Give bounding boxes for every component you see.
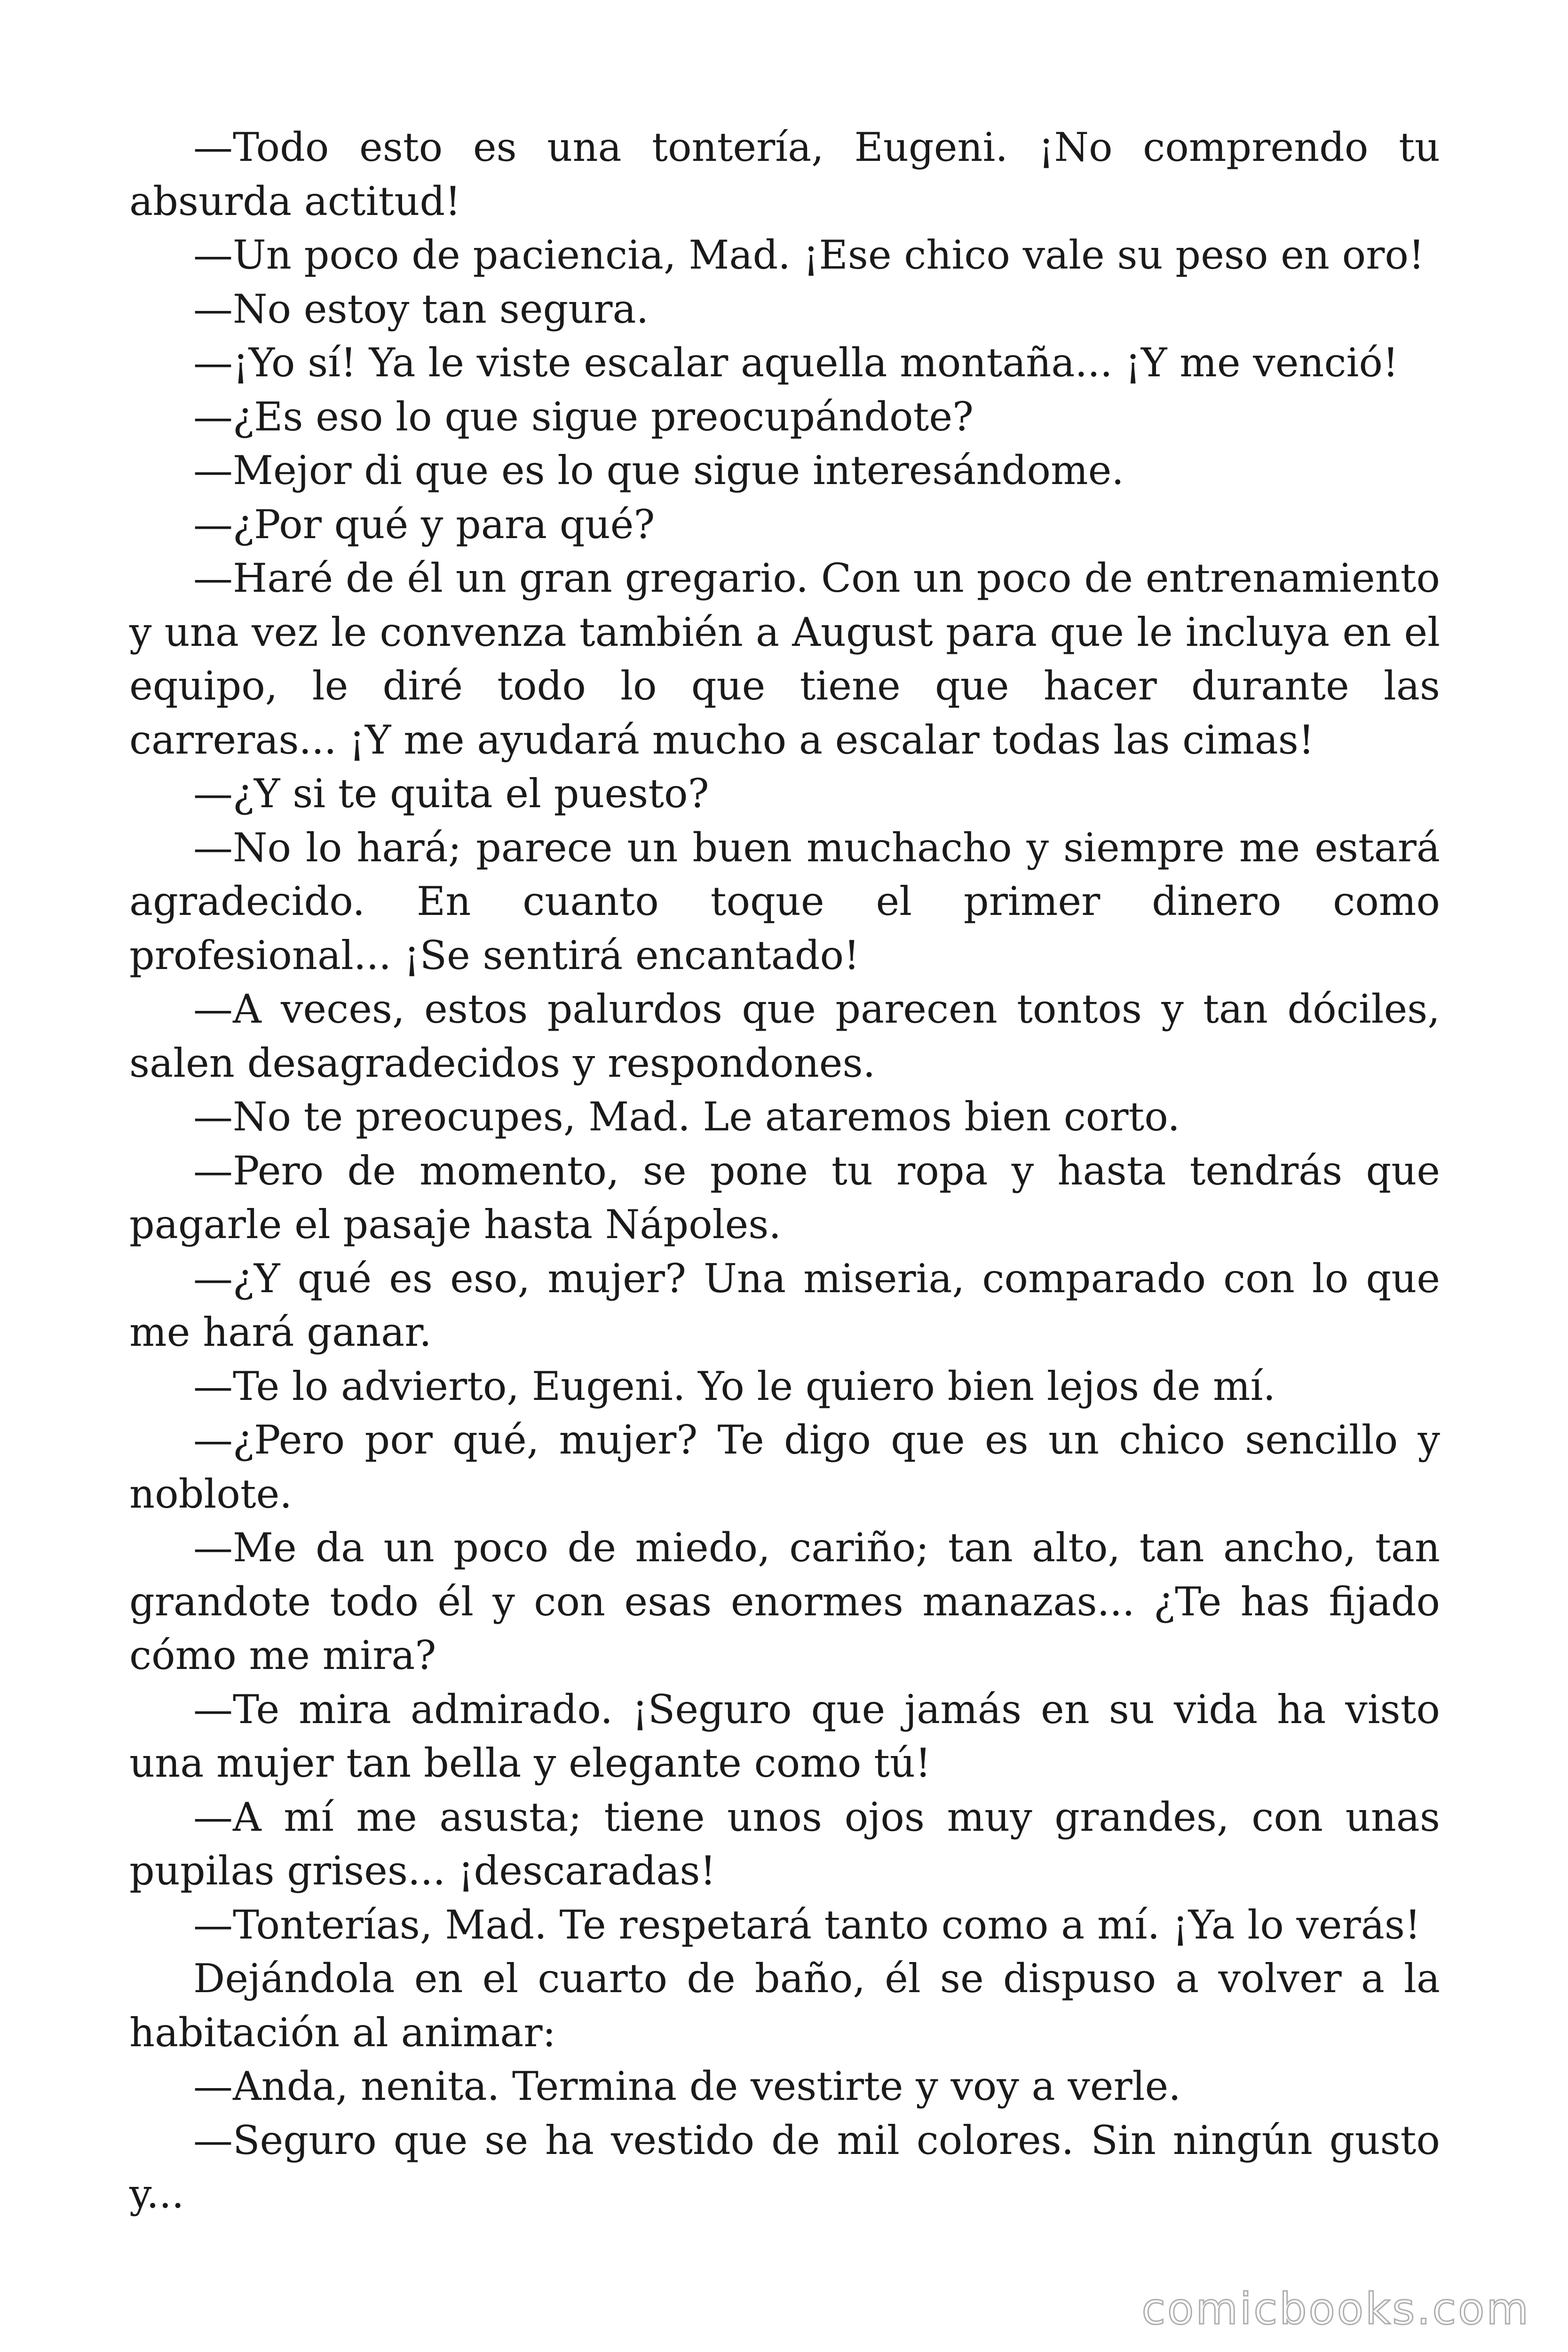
paragraph: Dejándola en el cuarto de baño, él se dispuso a volver a la habitación al animar: [129, 1955, 1440, 2056]
paragraph: —A mí me asusta; tiene unos ojos muy grandes, con unas pupilas grises... ¡descaradas! [129, 1794, 1440, 1894]
paragraph: —Pero de momento, se pone tu ropa y hasta tendrás que pagarle el pasaje hasta Nápoles. [129, 1147, 1440, 1248]
paragraph: —Haré de él un gran gregario. Con un poco de entrenamiento y una vez le convenza también a August para que le incluya en el equipo, le diré todo lo que tiene que hacer durante las carreras... ¡Y me ayudará mucho a escalar todas las cimas! [129, 555, 1440, 763]
paragraph: —No lo hará; parece un buen muchacho y siempre me estará agradecido. En cuanto toque el primer dinero como profesional... ¡Se sentirá encantado! [129, 824, 1440, 978]
paragraph: —¿Por qué y para qué? [193, 501, 655, 548]
watermark-logo: comicbooks.com [1141, 2284, 1530, 2334]
paragraph: —¡Yo sí! Ya le viste escalar aquella montaña... ¡Y me venció! [193, 340, 1399, 386]
paragraph: —Te lo advierto, Eugeni. Yo le quiero bien lejos de mí. [193, 1363, 1276, 1409]
paragraph: —Me da un poco de miedo, cariño; tan alto, tan ancho, tan grandote todo él y con esas enormes manazas... ¿Te has fijado cómo me mira? [129, 1525, 1440, 1678]
paragraph: —Un poco de paciencia, Mad. ¡Ese chico vale su peso en oro! [193, 232, 1425, 278]
paragraph: —¿Y si te quita el puesto? [193, 771, 709, 817]
paragraph: —Te mira admirado. ¡Seguro que jamás en su vida ha visto una mujer tan bella y elegante como tú! [129, 1686, 1440, 1786]
paragraph: —Anda, nenita. Termina de vestirte y voy a verle. [193, 2063, 1181, 2109]
body-text [129, 120, 1440, 2221]
paragraph: —Mejor di que es lo que sigue interesándome. [193, 447, 1125, 493]
paragraph: —No te preocupes, Mad. Le ataremos bien corto. [193, 1094, 1180, 1140]
paragraph: —Seguro que se ha vestido de mil colores. Sin ningún gusto y... [129, 2117, 1440, 2217]
paragraph: —Todo esto es una tontería, Eugeni. ¡No comprendo tu absurda actitud! [129, 124, 1440, 224]
paragraph: —Tonterías, Mad. Te respetará tanto como a mí. ¡Ya lo verás! [193, 1901, 1421, 1948]
paragraph: —¿Pero por qué, mujer? Te digo que es un chico sencillo y noblote. [129, 1417, 1440, 1517]
paragraph: —A veces, estos palurdos que parecen tontos y tan dóciles, salen desagradecidos y respondones. [129, 986, 1440, 1086]
paragraph: —¿Es eso lo que sigue preocupándote? [193, 393, 974, 440]
paragraph: —No estoy tan segura. [193, 286, 649, 332]
paragraph: —¿Y qué es eso, mujer? Una miseria, comparado con lo que me hará ganar. [129, 1255, 1440, 1355]
